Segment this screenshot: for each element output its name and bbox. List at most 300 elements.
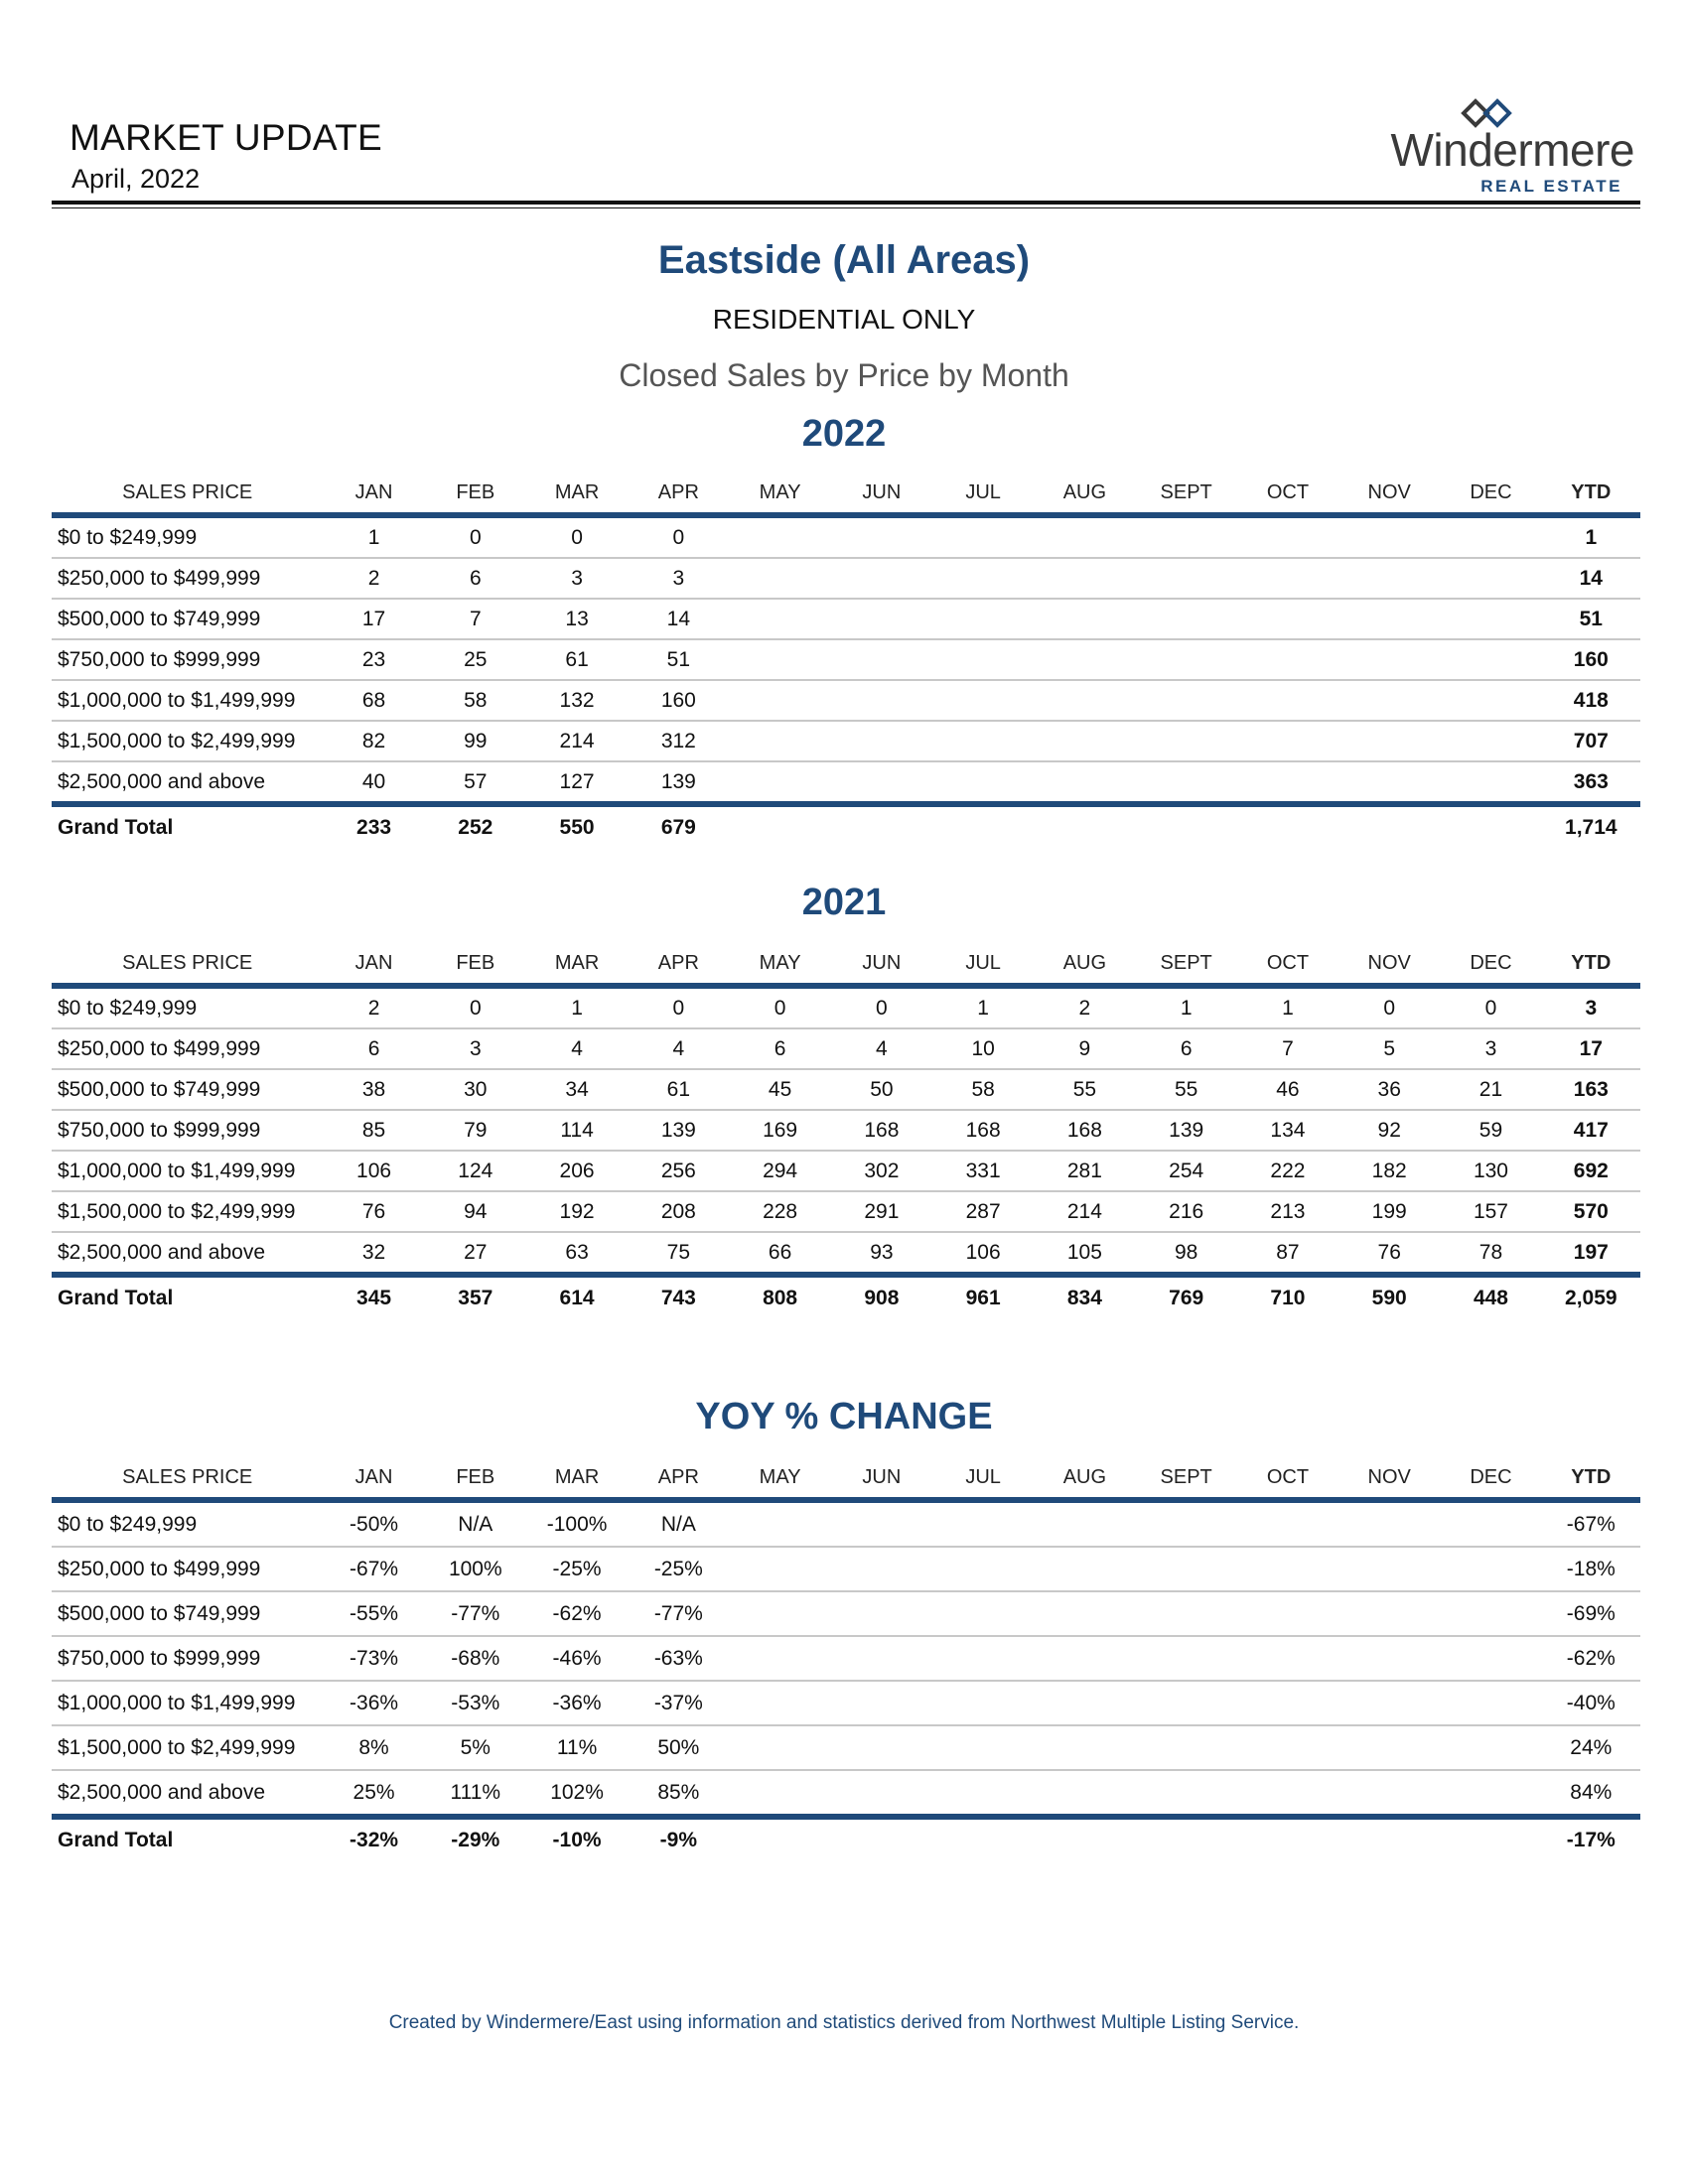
column-header: AUG xyxy=(1034,1457,1135,1500)
total-cell: 252 xyxy=(458,816,493,839)
table-cell: -46% xyxy=(526,1636,628,1681)
table-cell xyxy=(831,639,932,680)
table-cell xyxy=(1338,558,1440,599)
table-cell: 1 xyxy=(526,986,628,1028)
column-header: JAN xyxy=(323,1457,424,1500)
price-range-label: $500,000 to $749,999 xyxy=(52,1591,323,1636)
table-cell: 197 xyxy=(1542,1232,1640,1275)
table-cell xyxy=(1034,1770,1135,1817)
table-cell: 417 xyxy=(1542,1110,1640,1151)
table-cell xyxy=(1136,558,1237,599)
table-cell xyxy=(1034,680,1135,721)
table-cell xyxy=(932,515,1034,558)
table-cell xyxy=(1136,639,1237,680)
table-cell xyxy=(1338,1591,1440,1636)
table-cell: 216 xyxy=(1136,1191,1237,1232)
table-cell: 51 xyxy=(1542,599,1640,639)
table-cell: 222 xyxy=(1237,1151,1338,1191)
table-cell xyxy=(1034,639,1135,680)
page-header xyxy=(52,0,1640,213)
table-cell: -50% xyxy=(323,1500,424,1547)
table-cell: 59 xyxy=(1440,1110,1541,1151)
table-header-row xyxy=(52,473,1640,515)
table-cell xyxy=(1034,1636,1135,1681)
table-cell xyxy=(1136,1770,1237,1817)
table-cell: -37% xyxy=(628,1681,729,1725)
table-cell xyxy=(1034,515,1135,558)
column-header: MAY xyxy=(729,1457,830,1500)
table-row xyxy=(52,1191,1640,1232)
table-cell xyxy=(1136,680,1237,721)
table-cell: 134 xyxy=(1237,1110,1338,1151)
table-cell: 106 xyxy=(323,1151,424,1191)
table-row xyxy=(52,721,1640,761)
table-cell: -67% xyxy=(323,1547,424,1591)
table-cell: 0 xyxy=(526,515,628,558)
table-cell: 76 xyxy=(1338,1232,1440,1275)
price-range-label: $500,000 to $749,999 xyxy=(52,599,323,639)
grand-total-label: Grand Total xyxy=(58,1829,174,1851)
grand-total-row xyxy=(52,1275,1640,1319)
table-cell: 291 xyxy=(831,1191,932,1232)
table-cell xyxy=(1136,761,1237,804)
table-cell: 254 xyxy=(1136,1151,1237,1191)
table-cell xyxy=(1440,680,1541,721)
total-cell: 743 xyxy=(660,1287,696,1309)
table-cell xyxy=(1034,761,1135,804)
table-cell: 127 xyxy=(526,761,628,804)
column-header: FEB xyxy=(425,943,526,986)
table-cell xyxy=(1338,515,1440,558)
table-cell: 1 xyxy=(932,986,1034,1028)
table-row xyxy=(52,1151,1640,1191)
table-cell: 4 xyxy=(831,1028,932,1069)
table-cell xyxy=(831,515,932,558)
total-cell xyxy=(932,1817,1034,1861)
table-cell xyxy=(831,761,932,804)
footer-note: Created by Windermere/East using information and statistics derived from Northwest Multiple Listing Service. xyxy=(388,2012,1300,2033)
table-cell: 418 xyxy=(1542,680,1640,721)
table-cell: 7 xyxy=(1237,1028,1338,1069)
table-row xyxy=(52,1636,1640,1681)
total-cell xyxy=(1237,1817,1338,1861)
total-cell: 908 xyxy=(864,1287,900,1309)
table-cell: 294 xyxy=(729,1151,830,1191)
table-cell: 9 xyxy=(1034,1028,1135,1069)
grand-total-label: Grand Total xyxy=(58,1287,174,1309)
table-cell xyxy=(1440,721,1541,761)
table-cell xyxy=(1237,1591,1338,1636)
table-cell xyxy=(1034,1547,1135,1591)
total-cell: -9% xyxy=(659,1829,698,1851)
total-cell: 357 xyxy=(458,1287,493,1309)
total-cell xyxy=(1136,1817,1237,1861)
table-cell xyxy=(1338,721,1440,761)
table-cell: 17 xyxy=(323,599,424,639)
table-cell xyxy=(1440,515,1541,558)
total-cell: 345 xyxy=(356,1287,392,1309)
price-range-label: $750,000 to $999,999 xyxy=(52,639,323,680)
column-header: MAY xyxy=(729,943,830,986)
table-cell: 199 xyxy=(1338,1191,1440,1232)
column-header: OCT xyxy=(1237,1457,1338,1500)
table-cell xyxy=(932,558,1034,599)
logo-name: Windermere xyxy=(1390,124,1634,176)
column-header: AUG xyxy=(1034,473,1135,515)
table-cell xyxy=(729,1636,830,1681)
table-cell xyxy=(831,1547,932,1591)
table-cell: -63% xyxy=(628,1636,729,1681)
table-cell: -67% xyxy=(1542,1500,1640,1547)
column-header: YTD xyxy=(1542,1457,1640,1500)
table-cell: 25 xyxy=(425,639,526,680)
table-row xyxy=(52,1681,1640,1725)
table-cell: 182 xyxy=(1338,1151,1440,1191)
total-cell: -29% xyxy=(451,1829,500,1851)
table-cell: 111% xyxy=(425,1770,526,1817)
table-cell: 0 xyxy=(425,986,526,1028)
table-cell xyxy=(729,515,830,558)
table-2021 xyxy=(52,943,1640,1319)
table-row xyxy=(52,599,1640,639)
table-cell xyxy=(932,761,1034,804)
table-row xyxy=(52,761,1640,804)
table-cell: 168 xyxy=(1034,1110,1135,1151)
table-cell: 66 xyxy=(729,1232,830,1275)
table-cell: 105 xyxy=(1034,1232,1135,1275)
table-cell xyxy=(729,1681,830,1725)
table-cell: 163 xyxy=(1542,1069,1640,1110)
column-header: MAY xyxy=(729,473,830,515)
table-cell xyxy=(1034,1681,1135,1725)
table-cell: 0 xyxy=(729,986,830,1028)
table-cell: 331 xyxy=(932,1151,1034,1191)
total-cell xyxy=(1034,804,1135,849)
table-cell: 130 xyxy=(1440,1151,1541,1191)
table-cell: 100% xyxy=(425,1547,526,1591)
table-cell: 2 xyxy=(1034,986,1135,1028)
table-cell: 78 xyxy=(1440,1232,1541,1275)
total-cell: 679 xyxy=(660,816,696,839)
table-cell xyxy=(729,1770,830,1817)
table-cell xyxy=(1237,680,1338,721)
table-cell: 63 xyxy=(526,1232,628,1275)
table-cell: 57 xyxy=(425,761,526,804)
table-cell: 50 xyxy=(831,1069,932,1110)
table-cell: N/A xyxy=(628,1500,729,1547)
price-range-label: $1,500,000 to $2,499,999 xyxy=(52,1725,323,1770)
column-header: JUN xyxy=(831,473,932,515)
table-cell: 213 xyxy=(1237,1191,1338,1232)
table-2022 xyxy=(52,473,1640,849)
table-cell xyxy=(932,721,1034,761)
table-cell: 92 xyxy=(1338,1110,1440,1151)
table-cell xyxy=(1440,761,1541,804)
table-cell: -25% xyxy=(628,1547,729,1591)
table-cell: 51 xyxy=(628,639,729,680)
table-cell xyxy=(1338,1681,1440,1725)
table-cell: -18% xyxy=(1542,1547,1640,1591)
table-cell: -53% xyxy=(425,1681,526,1725)
total-cell: 769 xyxy=(1169,1287,1204,1309)
table-cell: -36% xyxy=(323,1681,424,1725)
table-cell: 11% xyxy=(526,1725,628,1770)
table-cell xyxy=(1237,1636,1338,1681)
table-cell: 75 xyxy=(628,1232,729,1275)
table-cell: 82 xyxy=(323,721,424,761)
table-cell: 4 xyxy=(628,1028,729,1069)
report-date: April, 2022 xyxy=(71,164,201,194)
table-cell: 281 xyxy=(1034,1151,1135,1191)
table-header-row xyxy=(52,943,1640,986)
table-cell xyxy=(932,1591,1034,1636)
column-header: JAN xyxy=(323,473,424,515)
table-cell xyxy=(1034,721,1135,761)
table-cell xyxy=(1136,1547,1237,1591)
table-cell: 14 xyxy=(628,599,729,639)
table-row xyxy=(52,1500,1640,1547)
table-cell: 312 xyxy=(628,721,729,761)
price-range-label: $750,000 to $999,999 xyxy=(52,1636,323,1681)
column-header: MAR xyxy=(526,1457,628,1500)
table-row xyxy=(52,639,1640,680)
grand-total-label: Grand Total xyxy=(58,816,174,839)
table-cell xyxy=(1237,1500,1338,1547)
table-cell: 25% xyxy=(323,1770,424,1817)
column-header: DEC xyxy=(1440,1457,1541,1500)
total-cell: 834 xyxy=(1066,1287,1102,1309)
table-cell: 4 xyxy=(526,1028,628,1069)
column-header: JAN xyxy=(323,943,424,986)
table-row xyxy=(52,1232,1640,1275)
table-cell: 61 xyxy=(628,1069,729,1110)
total-cell: 614 xyxy=(559,1287,595,1309)
table-cell: 0 xyxy=(831,986,932,1028)
table-cell: 79 xyxy=(425,1110,526,1151)
table-cell: 55 xyxy=(1136,1069,1237,1110)
table-cell: 139 xyxy=(628,761,729,804)
table-cell: 68 xyxy=(323,680,424,721)
table-cell: 32 xyxy=(323,1232,424,1275)
table-cell xyxy=(1338,1770,1440,1817)
table-cell: 24% xyxy=(1542,1725,1640,1770)
table-cell xyxy=(1237,1681,1338,1725)
table-row xyxy=(52,1069,1640,1110)
column-header: FEB xyxy=(425,473,526,515)
table-row xyxy=(52,1770,1640,1817)
table-row xyxy=(52,1110,1640,1151)
table-cell: 46 xyxy=(1237,1069,1338,1110)
table-cell xyxy=(1034,599,1135,639)
table-cell: 157 xyxy=(1440,1191,1541,1232)
total-cell xyxy=(831,804,932,849)
column-header: SEPT xyxy=(1136,473,1237,515)
column-header: NOV xyxy=(1338,473,1440,515)
total-cell xyxy=(729,804,830,849)
table-row xyxy=(52,1028,1640,1069)
table-cell xyxy=(1440,599,1541,639)
table-cell: 214 xyxy=(1034,1191,1135,1232)
total-cell xyxy=(729,1817,830,1861)
area-title: Eastside (All Areas) xyxy=(657,238,1031,282)
table-cell: 61 xyxy=(526,639,628,680)
table-cell xyxy=(1136,1681,1237,1725)
table-cell: 85% xyxy=(628,1770,729,1817)
table-cell: 132 xyxy=(526,680,628,721)
table-row xyxy=(52,1725,1640,1770)
table-cell: 10 xyxy=(932,1028,1034,1069)
table-cell xyxy=(932,680,1034,721)
total-cell: 2,059 xyxy=(1565,1287,1618,1309)
price-range-label: $0 to $249,999 xyxy=(52,986,323,1028)
table-cell xyxy=(831,1681,932,1725)
table-cell: -40% xyxy=(1542,1681,1640,1725)
table-cell: 58 xyxy=(932,1069,1034,1110)
table-cell: 302 xyxy=(831,1151,932,1191)
section-title-2022: 2022 xyxy=(801,413,887,455)
table-cell: 3 xyxy=(1440,1028,1541,1069)
table-cell xyxy=(1440,639,1541,680)
table-cell xyxy=(932,1770,1034,1817)
table-cell xyxy=(831,721,932,761)
table-cell: 0 xyxy=(425,515,526,558)
table-cell xyxy=(1237,1770,1338,1817)
table-cell xyxy=(932,1547,1034,1591)
table-cell xyxy=(831,1500,932,1547)
price-range-label: $1,000,000 to $1,499,999 xyxy=(52,1151,323,1191)
table-cell: 0 xyxy=(628,515,729,558)
table-cell: -73% xyxy=(323,1636,424,1681)
table-cell xyxy=(1136,1725,1237,1770)
header-rule xyxy=(52,201,1640,205)
table-cell xyxy=(1136,515,1237,558)
table-cell xyxy=(1136,721,1237,761)
table-cell: -62% xyxy=(526,1591,628,1636)
table-cell xyxy=(831,680,932,721)
table-cell: 2 xyxy=(323,558,424,599)
table-cell xyxy=(1034,558,1135,599)
table-cell xyxy=(1237,639,1338,680)
windermere-logo xyxy=(1366,97,1634,197)
column-header: MAR xyxy=(526,473,628,515)
total-cell: 590 xyxy=(1371,1287,1407,1309)
total-cell xyxy=(1034,1817,1135,1861)
table-cell: 50% xyxy=(628,1725,729,1770)
table-row xyxy=(52,680,1640,721)
table-cell xyxy=(1440,1636,1541,1681)
table-cell: 3 xyxy=(1542,986,1640,1028)
table-cell: -100% xyxy=(526,1500,628,1547)
table-cell: 21 xyxy=(1440,1069,1541,1110)
table-cell: 106 xyxy=(932,1232,1034,1275)
table-cell xyxy=(729,639,830,680)
price-range-label: $2,500,000 and above xyxy=(52,1232,323,1275)
table-cell: 228 xyxy=(729,1191,830,1232)
table-cell xyxy=(729,1591,830,1636)
column-header: NOV xyxy=(1338,943,1440,986)
table-cell: 5% xyxy=(425,1725,526,1770)
table-cell: 160 xyxy=(628,680,729,721)
table-cell xyxy=(1136,599,1237,639)
column-header: JUL xyxy=(932,473,1034,515)
grand-total-row xyxy=(52,804,1640,849)
price-range-label: $500,000 to $749,999 xyxy=(52,1069,323,1110)
table-cell: -62% xyxy=(1542,1636,1640,1681)
grand-total-row xyxy=(52,1817,1640,1861)
table-yoy xyxy=(52,1457,1640,1861)
report-subtitle: Closed Sales by Price by Month xyxy=(619,357,1069,393)
table-cell: 3 xyxy=(425,1028,526,1069)
table-cell xyxy=(1440,1681,1541,1725)
table-cell: 13 xyxy=(526,599,628,639)
table-cell: 692 xyxy=(1542,1151,1640,1191)
table-cell: 168 xyxy=(831,1110,932,1151)
table-cell xyxy=(1237,721,1338,761)
table-cell: 85 xyxy=(323,1110,424,1151)
total-cell: 961 xyxy=(965,1287,1001,1309)
table-cell: 55 xyxy=(1034,1069,1135,1110)
property-type: RESIDENTIAL ONLY xyxy=(712,304,976,335)
table-cell: 570 xyxy=(1542,1191,1640,1232)
table-cell: 214 xyxy=(526,721,628,761)
price-range-label: $1,500,000 to $2,499,999 xyxy=(52,1191,323,1232)
table-cell: 84% xyxy=(1542,1770,1640,1817)
table-cell: 139 xyxy=(628,1110,729,1151)
table-cell: 0 xyxy=(1440,986,1541,1028)
table-cell xyxy=(729,1500,830,1547)
table-cell: 363 xyxy=(1542,761,1640,804)
table-cell: 192 xyxy=(526,1191,628,1232)
column-header: DEC xyxy=(1440,943,1541,986)
table-cell: 7 xyxy=(425,599,526,639)
table-cell xyxy=(1440,1500,1541,1547)
table-cell: -77% xyxy=(628,1591,729,1636)
table-cell xyxy=(1237,1547,1338,1591)
table-cell: 8% xyxy=(323,1725,424,1770)
table-cell xyxy=(1338,1725,1440,1770)
table-cell: 14 xyxy=(1542,558,1640,599)
column-header: AUG xyxy=(1034,943,1135,986)
table-cell: 707 xyxy=(1542,721,1640,761)
total-cell xyxy=(1440,1817,1541,1861)
table-cell: 30 xyxy=(425,1069,526,1110)
table-cell xyxy=(1237,761,1338,804)
total-cell xyxy=(1237,804,1338,849)
table-cell xyxy=(1338,1547,1440,1591)
total-cell xyxy=(1136,804,1237,849)
table-cell: 23 xyxy=(323,639,424,680)
table-cell: 114 xyxy=(526,1110,628,1151)
market-update-title: MARKET UPDATE xyxy=(70,117,383,158)
column-header: SEPT xyxy=(1136,943,1237,986)
table-row xyxy=(52,1547,1640,1591)
total-cell: 1,714 xyxy=(1565,816,1618,839)
table-cell xyxy=(729,680,830,721)
column-header: JUL xyxy=(932,1457,1034,1500)
price-range-label: $0 to $249,999 xyxy=(52,1500,323,1547)
table-cell: 87 xyxy=(1237,1232,1338,1275)
table-row xyxy=(52,515,1640,558)
table-cell: 208 xyxy=(628,1191,729,1232)
table-cell xyxy=(932,1681,1034,1725)
column-header: OCT xyxy=(1237,473,1338,515)
table-cell: 1 xyxy=(1237,986,1338,1028)
table-cell xyxy=(729,1547,830,1591)
price-range-label: $1,000,000 to $1,499,999 xyxy=(52,680,323,721)
table-cell: 58 xyxy=(425,680,526,721)
section-title-2021: 2021 xyxy=(801,882,887,923)
table-cell: 102% xyxy=(526,1770,628,1817)
